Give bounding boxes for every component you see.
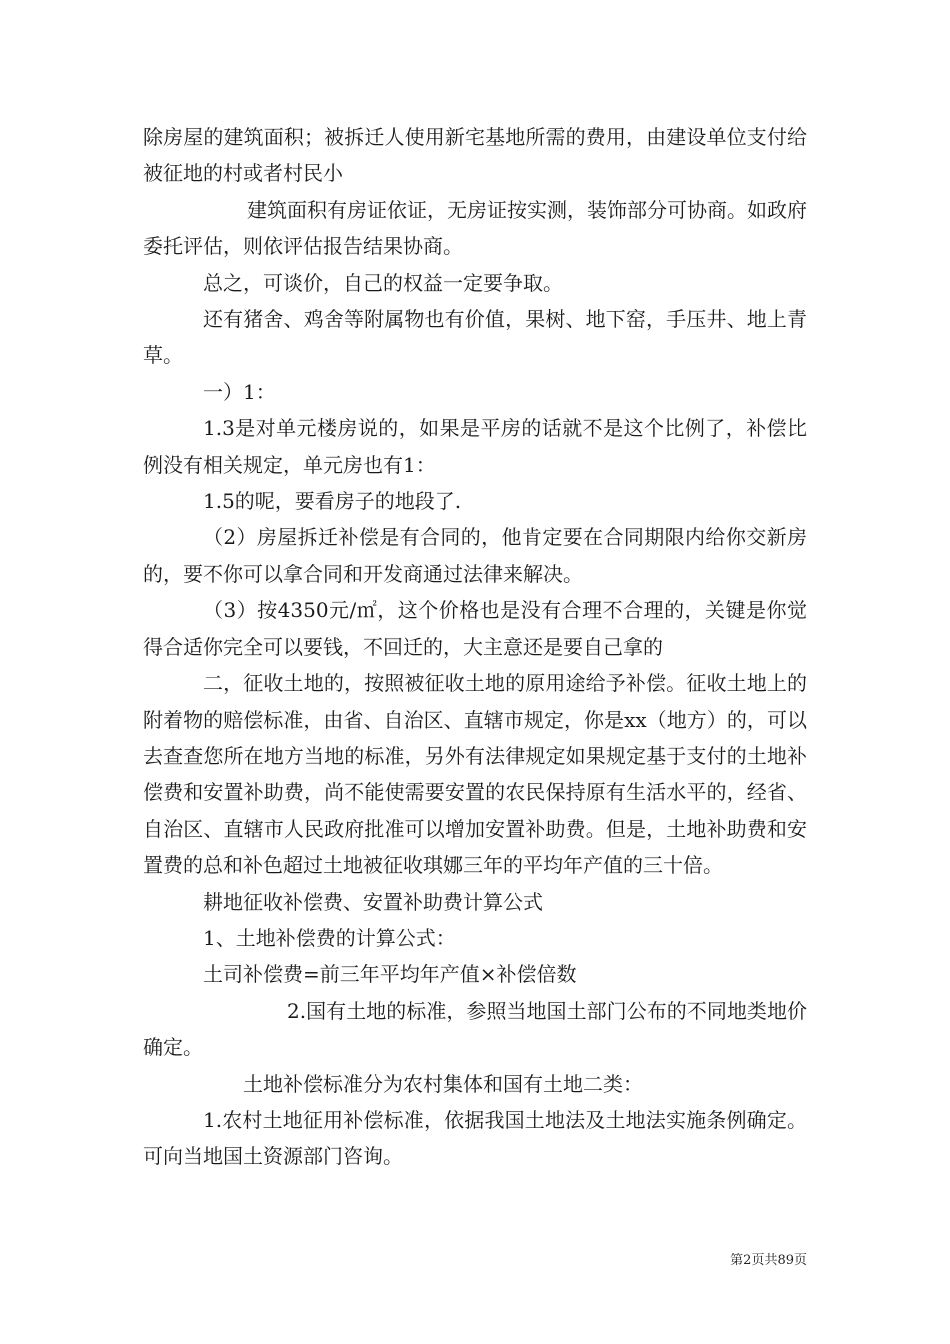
paragraph-9: （3）按4350元/㎡，这个价格也是没有合理不合理的，关键是你觉得合适你完全可以要钱，不回迁的，大主意还是要自己拿的: [143, 598, 807, 659]
paragraph-11: 耕地征收补偿费、安置补助费计算公式: [203, 889, 543, 914]
paragraph-15: 土地补偿标准分为农村集体和国有土地二类：: [243, 1071, 643, 1096]
paragraph-7: 1.5的呢，要看房子的地段了.: [203, 489, 462, 514]
paragraph-3: 总之，可谈价，自己的权益一定要争取。: [203, 270, 563, 295]
paragraph-6: 1.3是对单元楼房说的，如果是平房的话就不是这个比例了，补偿比例没有相关规定，单元房也有1：: [143, 416, 807, 477]
document-body: [143, 119, 807, 1175]
page-number-footer: 第2页共89页: [730, 1253, 807, 1268]
paragraph-8: （2）房屋拆迁补偿是有合同的，他肯定要在合同期限内给你交新房的，要不你可以拿合同和开发商通过法律来解决。: [143, 525, 807, 586]
paragraph-1: 除房屋的建筑面积；被拆迁人使用新宅基地所需的费用，由建设单位支付给被征地的村或者村民小: [143, 125, 807, 186]
paragraph-16: 1.农村土地征用补偿标准，依据我国土地法及土地法实施条例确定。可向当地国土资源部门咨询。: [143, 1107, 807, 1169]
paragraph-4: 还有猪舍、鸡舍等附属物也有价值，果树、地下窑，手压井、地上青草。: [143, 307, 807, 368]
paragraph-10: 二，征收土地的，按照被征收土地的原用途给予补偿。征收土地上的附着物的赔偿标准，由省、自治区、直辖市规定，你是xx（地方）的，可以去查查您所在地方当地的标准，另外有法律规定如果规定基于支付的土地补偿费和安置补助费，尚不能使需要安置的农民保持原有生活水平的，经省、自治区、直辖市人民政府批准可以增加安置补助费。但是，土地补助费和安置费的总和补色超过土地被征收琪娜三年的平均年产值的三十倍。: [143, 671, 807, 878]
paragraph-12: 1、土地补偿费的计算公式：: [203, 925, 456, 950]
paragraph-2: 建筑面积有房证依证，无房证按实测，装饰部分可协商。如政府委托评估，则依评估报告结果协商。: [143, 197, 807, 259]
paragraph-5: 一）1：: [203, 379, 276, 404]
paragraph-13: 土司补偿费=前三年平均年产值×补偿倍数: [203, 962, 577, 987]
paragraph-14: 2.国有土地的标准，参照当地国土部门公布的不同地类地价确定。: [143, 998, 807, 1060]
